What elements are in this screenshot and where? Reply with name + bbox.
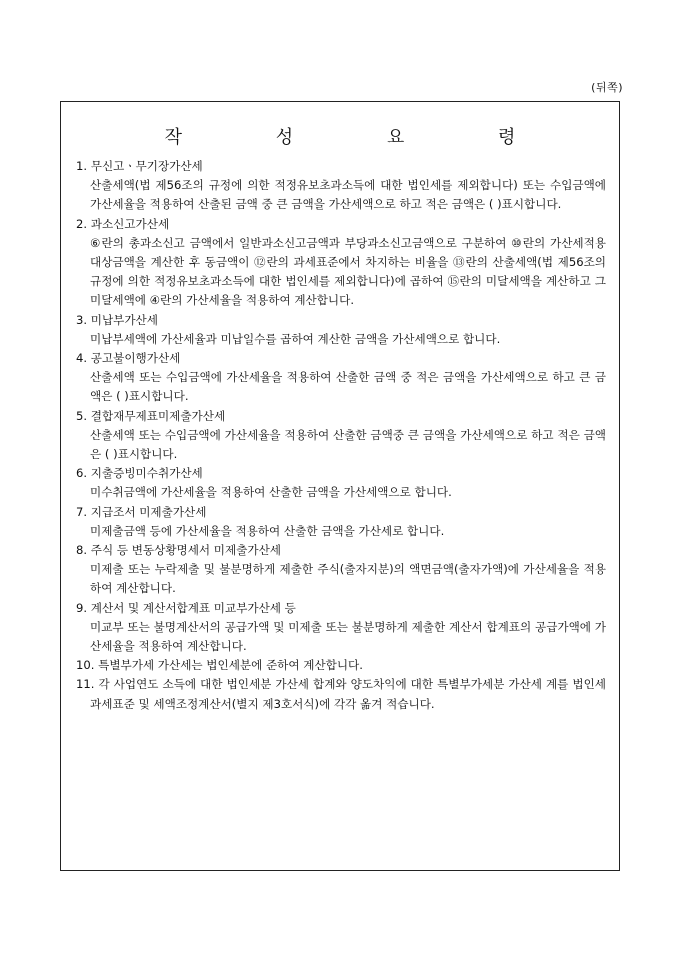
instruction-heading: 4. 공고불이행가산세: [76, 351, 181, 366]
instruction-text: 미교부 또는 불명계산서의 공급가액 및 미제출 또는 불분명하게 제출한 계산서 합계표의 공급가액에 가산세율을 적용하여 계산합니다.: [90, 619, 606, 654]
instruction-heading: 8. 주식 등 변동상황명세서 미제출가산세: [76, 543, 281, 558]
instruction-text: 산출세액 또는 수입금액에 가산세율을 적용하여 산출한 금액 중 적은 금액을 가산세액으로 하고 큰 금액은 ( )표시합니다.: [90, 370, 606, 404]
page-side-label: (뒤쪽): [591, 81, 623, 94]
instruction-heading: 9. 계산서 및 계산서합계표 미교부가산세 등: [76, 600, 296, 615]
instruction-heading: 2. 과소신고가산세: [76, 216, 170, 231]
instruction-item: [76, 157, 606, 215]
instruction-heading: 5. 결합재무제표미제출가산세: [76, 408, 226, 423]
instruction-note: 11. 각 사업연도 소득에 대한 법인세분 가산세 합계와 양도차익에 대한 특별부가세분 가산세 계를 법인세 과세표준 및 세액조정계산서(별지 제3호서식)에 각각 옮겨 적습니다.: [76, 677, 606, 711]
instruction-text: 미제출금액 등에 가산세율을 적용하여 산출한 금액을 가산세로 합니다.: [90, 523, 445, 538]
instruction-note: 10. 특별부가세 가산세는 법인세분에 준하여 계산합니다.: [76, 658, 363, 673]
instruction-text: 미납부세액에 가산세율과 미납일수를 곱하여 계산한 금액을 가산세액으로 합니다.: [90, 331, 501, 346]
instruction-heading: 3. 미납부가산세: [76, 312, 158, 327]
instruction-item: [76, 541, 606, 599]
instruction-heading: 7. 지급조서 미제출가산세: [76, 504, 207, 519]
instruction-item: [76, 599, 606, 657]
instruction-text: 미제출 또는 누락제출 및 불분명하게 제출한 주식(출자지분)의 액면금액(출자가액)에 가산세율을 적용하여 계산합니다.: [90, 562, 606, 596]
instruction-text: 산출세액(법 제56조의 규정에 의한 적정유보초과소득에 대한 법인세를 제외합니다) 또는 수입금액에 가산세율을 적용하여 산출된 금액 중 큰 금액을 가산세액으로 하고 적은 금액은 ( )표시합니다.: [90, 178, 606, 212]
instruction-item: [76, 311, 606, 349]
instruction-text: ⑥란의 총과소신고 금액에서 일반과소신고금액과 부당과소신고금액으로 구분하여 ⑩란의 가산세적용 대상금액을 계산한 후 동금액이 ⑫란의 과세표준에서 차지하는 비율을 ⑬란의 산출세액(법 제56조의 규정에 의한 적정유보초과소득에 대한 법인세를 제외합니다)에 곱하여 ⑮란의 미달세액을 계산하고 그 미달세액에 ④란의 가산세율을 적용하여 계산합니다.: [90, 235, 606, 308]
instruction-item: [76, 215, 606, 311]
instruction-heading: 1. 무신고ㆍ무기장가산세: [76, 159, 203, 173]
instruction-item: [76, 464, 606, 502]
instruction-item: [76, 407, 606, 465]
instruction-text: 산출세액 또는 수입금액에 가산세율을 적용하여 산출한 금액중 큰 금액을 가산세액으로 하고 적은 금액은 ( )표시합니다.: [90, 427, 606, 462]
instruction-item: [76, 503, 606, 541]
instruction-heading: 6. 지출증빙미수취가산세: [76, 466, 203, 481]
document-title: 작 성 요 령: [164, 127, 560, 148]
instructions-list: [76, 157, 606, 714]
instruction-text: 미수취금액에 가산세율을 적용하여 산출한 금액을 가산세액으로 합니다.: [90, 485, 452, 500]
instruction-item: [76, 349, 606, 407]
